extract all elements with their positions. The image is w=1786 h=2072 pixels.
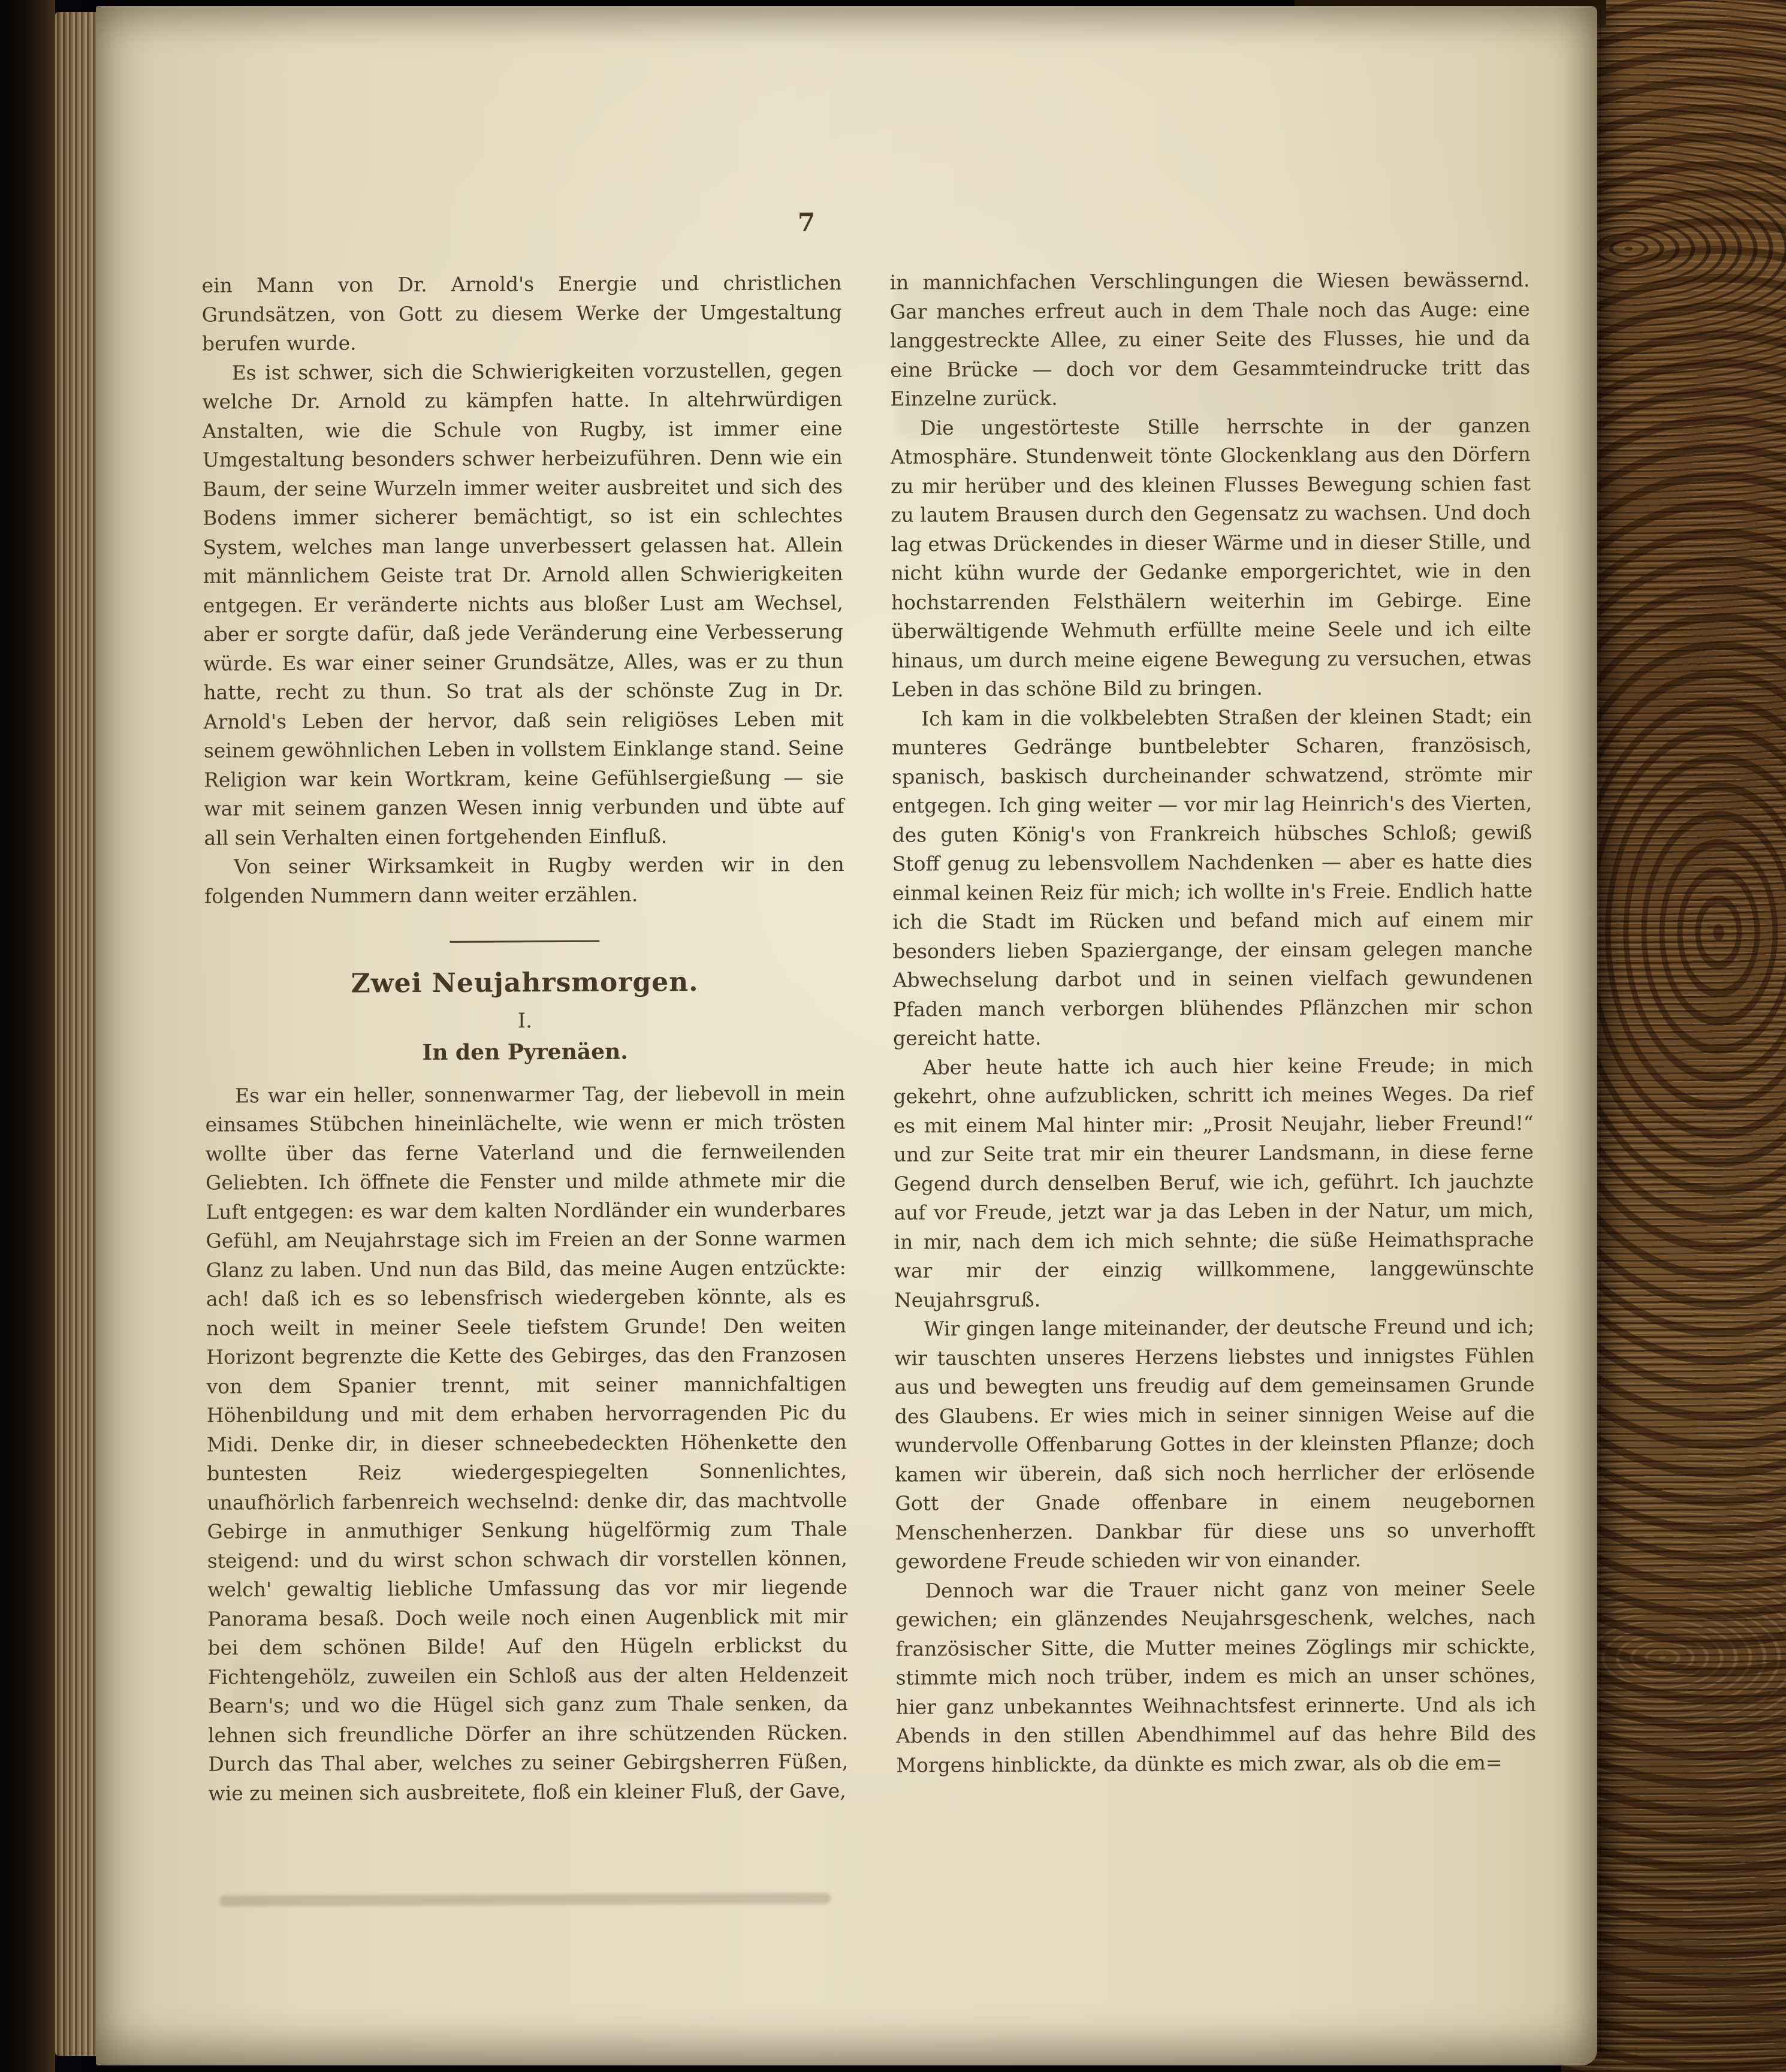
page-number: 7 xyxy=(797,207,817,237)
imprint-smudge xyxy=(219,1893,831,1906)
paragraph: Es ist schwer, sich die Schwierigkeiten vorzustellen, gegen welche Dr. Arnold zu kämpfen hatte. In altehrwürdigen Anstalten, wie die Schule von Rugby, ist immer eine Umgestaltung besonders schwer herbeizuführen. Denn wie ein Baum, der seine Wurzeln immer weiter ausbreitet und sich des Bodens immer sicherer bemächtigt, so ist ein schlechtes System, welches man lange unverbessert gelassen hat. Allein mit männlichem Geiste trat Dr. Arnold allen Schwierigkeiten entgegen. Er veränderte nichts aus bloßer Lust am Wechsel, aber er sorgte dafür, daß jede Veränderung eine Verbesserung würde. Es war einer seiner Grundsätze, Alles, was er zu thun hatte, recht zu thun. So trat als der schönste Zug in Dr. Arnold's Leben der hervor, daß sein religiöses Leben mit seinem gewöhnlichen Leben in vollstem Einklange stand. Seine Religion war kein Wortkram, keine Gefühlsergießung — sie war mit seinem ganzen Wesen innig verbunden und übte auf all sein Verhalten einen fortgehenden Einfluß. xyxy=(202,358,844,850)
paragraph: ein Mann von Dr. Arnold's Energie und christlichen Grundsätzen, von Gott zu diesem Werke der Umgestaltung berufen wurde. xyxy=(201,271,842,355)
section-title: Zwei Neujahrsmorgen. xyxy=(351,967,699,999)
page-edges xyxy=(55,12,97,2056)
paragraph: Dennoch war die Trauer nicht ganz von meiner Seele gewichen; ein glänzendes Neujahrsgeschenk, welches, nach französischer Sitte, die Mutter meines Zöglings mir schickte, stimmte mich noch trüber, indem es mich an unser schönes, hier ganz unbekanntes Weihnachtsfest erinnerte. Und als ich Abends in den stillen Abendhimmel auf das hehre Bild des Morgens hinblickte, da dünkte es mich zwar, als ob die em= xyxy=(895,1576,1537,1777)
paragraph: Die ungestörteste Stille herrschte in der ganzen Atmosphäre. Stundenweit tönte Glockenklang aus den Dörfern zu mir herüber und des kleinen Flusses Bewegung schien fast zu lautem Brausen durch den Gegensatz zu wachsen. Und doch lag etwas Drückendes in dieser Wärme und in dieser Stille, und nicht kühn wurde der Gedanke emporgerichtet, wie in den hochstarrenden Felsthälern weiterhin im Gebirge. Eine überwältigende Wehmuth erfüllte meine Seele und ich eilte hinaus, um durch meine eigene Bewegung zu versuchen, etwas Leben in das schöne Bild zu bringen. xyxy=(890,413,1532,701)
paragraph: Ich kam in die volkbelebten Straßen der kleinen Stadt; ein munteres Gedränge buntbelebter Scharen, französisch, spanisch, baskisch durcheinander schwatzend, strömte mir entgegen. Ich ging weiter — vor mir lag Heinrich's des Vierten, des guten König's von Frankreich hübsches Schloß; gewiß Stoff genug zu lebensvollem Nachdenken — aber es hatte dies einmal keinen Reiz für mich; ich wollte in's Freie. Endlich hatte ich die Stadt im Rücken und befand mich auf einem mir besonders lieben Spaziergange, der einsam gelegen manche Abwechselung darbot und in seinen vielfach gewundenen Pfaden manch verborgen blühendes Pflänzchen mir schon gereicht hatte. xyxy=(891,704,1533,1050)
paragraph: Wir gingen lange miteinander, der deutsche Freund und ich; wir tauschten unseres Herzens liebstes und innigstes Fühlen aus und bewegten uns freudig auf dem gemeinsamen Grunde des Glaubens. Er wies mich in seiner sinnigen Weise auf die wundervolle Offenbarung Gottes in der kleinsten Pflanze; doch kamen wir überein, daß sich noch herrlicher der erlösende Gott der Gnade offenbare in einem neugebornen Menschenherzen. Dankbar für diese uns so unverhofft gewordene Freude schieden wir von einander. xyxy=(894,1314,1535,1573)
section-divider xyxy=(449,940,599,943)
paragraph: Aber heute hatte ich auch hier keine Freude; in mich gekehrt, ohne aufzublicken, schritt ich meines Weges. Da rief es mit einem Mal hinter mir: „Prosit Neujahr, lieber Freund!“ und zur Seite trat mir ein theurer Landsmann, in diese ferne Gegend durch denselben Beruf, wie ich, geführt. Ich jauchzte auf vor Freude, jetzt war ja das Leben in der Natur, um mich, in mir, nach dem ich mich sehnte; die süße Heimathsprache war mir der einzig willkommene, langgewünschte Neujahrsgruß. xyxy=(893,1052,1534,1312)
paragraph: in mannichfachen Verschlingungen die Wiesen bewässernd. Gar manches erfreut auch in dem Thale noch das Auge: eine langgestreckte Allee, zu einer Seite des Flusses, hie und da eine Brücke — doch vor dem Gesammteindrucke tritt das Einzelne zurück. xyxy=(889,268,1531,411)
book-page xyxy=(96,6,1597,2065)
section-numeral: I. xyxy=(517,1008,533,1033)
left-column xyxy=(201,269,848,1808)
right-column xyxy=(889,266,1536,1780)
paragraph: Es war ein heller, sonnenwarmer Tag, der liebevoll in mein einsames Stübchen hineinlächelte, wie wenn er mich trösten wollte über das ferne Vaterland und die fernweilenden Geliebten. Ich öffnete die Fenster und milde athmete mir die Luft entgegen: es war dem kalten Nordländer ein wunderbares Gefühl, am Neujahrstage sich im Freien an der Sonne warmen Glanz zu laben. Und nun das Bild, das meine Augen entzückte: ach! daß ich es so lebensfrisch wiedergeben könnte, als es noch weilt in meiner Seele tiefstem Grunde! Den weiten Horizont begrenzte die Kette des Gebirges, das den Franzosen von dem Spanier trennt, mit seiner mannichfaltigen Höhenbildung und mit dem erhaben hervorragenden Pic du Midi. Denke dir, in dieser schneebedeckten Höhenkette den buntesten Reiz wiedergespiegelten Sonnenlichtes, unaufhörlich farbenreich wechselnd: denke dir, das machtvolle Gebirge in anmuthiger Senkung hügelförmig zum Thale steigend: und du wirst schon schwach dir vorstellen können, welch' gewaltig liebliche Umfassung das vor mir liegende Panorama besaß. Doch weile noch einen Augenblick mit mir bei dem schönen Bilde! Auf den Hügeln erblickst du Fichtengehölz, zuweilen ein Schloß aus der alten Heldenzeit Bearn's; und wo die Hügel sich ganz zum Thale senken, da lehnen sich freundliche Dörfer an ihre schützenden Rücken. Durch das Thal aber, welches zu seiner Gebirgsherren Füßen, wie zu meinen sich ausbreitete, floß ein kleiner Fluß, der Gave, xyxy=(205,1081,849,1805)
page-content xyxy=(92,3,1602,2069)
section-subtitle: In den Pyrenäen. xyxy=(422,1039,628,1066)
book-spine xyxy=(0,0,55,2072)
paragraph: Von seiner Wirksamkeit in Rugby werden wir in den folgenden Nummern dann weiter erzählen. xyxy=(204,852,844,908)
